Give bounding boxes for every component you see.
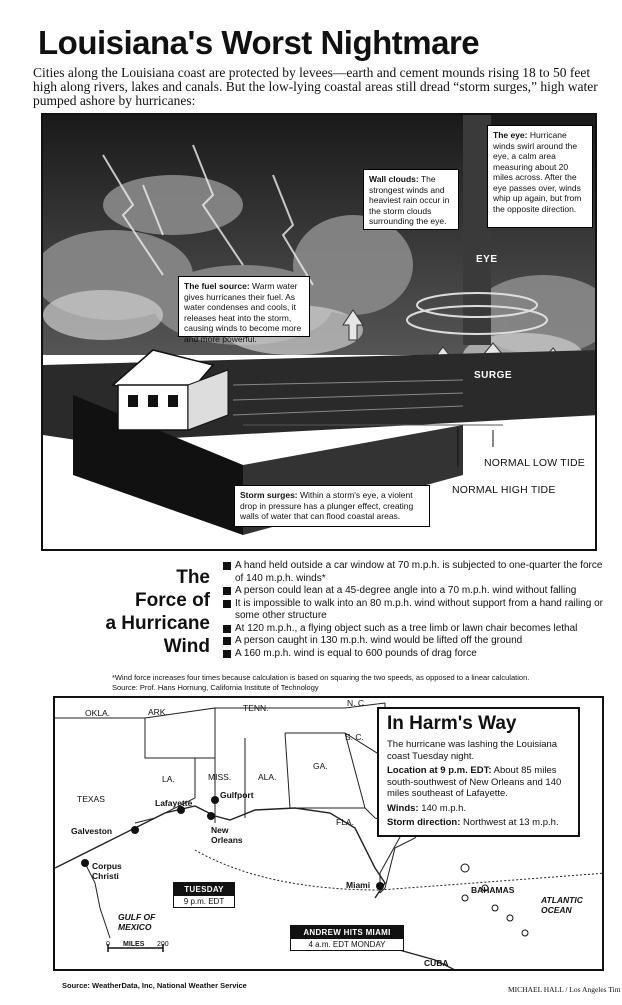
surge-label: SURGE xyxy=(474,370,513,381)
atlantic-ocean-label: ATLANTIC OCEAN xyxy=(541,895,583,915)
state-label: S. C. xyxy=(345,732,364,742)
page-title: Louisiana's Worst Nightmare xyxy=(38,24,480,61)
force-source: Source: Prof. Hans Hornung, California Institute of Technology xyxy=(112,683,319,692)
tuesday-tag-time: 9 p.m. EDT xyxy=(174,896,234,907)
harm-winds xyxy=(387,803,572,815)
state-label: LA. xyxy=(162,774,175,784)
eye-label: EYE xyxy=(476,254,498,265)
wall-clouds-callout xyxy=(363,169,459,230)
force-facts-list xyxy=(223,560,608,660)
city-label: Corpus Christi xyxy=(92,861,122,881)
force-fact: A 160 m.p.h. wind is equal to 600 pounds of drag force xyxy=(223,648,608,661)
harm-location xyxy=(387,765,572,800)
state-label: ARK. xyxy=(148,707,168,717)
force-fact: A person could lean at a 45-degree angle into a 70 m.p.h. wind without falling xyxy=(223,585,608,598)
scale-zero: 0 xyxy=(106,941,110,948)
state-label: FLA. xyxy=(336,817,354,827)
artist-credit: MICHAEL HALL / Los Angeles Tim xyxy=(508,985,621,994)
storm-surges-heading: Storm surges: xyxy=(240,490,298,500)
force-title-line-3: a Hurricane xyxy=(105,613,210,634)
state-label: TENN. xyxy=(243,703,269,713)
harm-winds-text: 140 m.p.h. xyxy=(418,802,467,814)
storm-surges-callout xyxy=(234,485,430,527)
force-fact: At 120 m.p.h., a flying object such as a tree limb or lawn chair becomes lethal xyxy=(223,623,608,636)
harm-location-head: Location at 9 p.m. EDT: xyxy=(387,765,492,776)
force-footnote: *Wind force increases four times because calculation is based on squaring the two speeds, as opposed to a linear calculation. xyxy=(112,673,530,682)
city-label: Miami xyxy=(346,880,371,890)
tuesday-position-tag xyxy=(173,882,235,908)
map-source: Source: WeatherData, Inc, National Weather Service xyxy=(62,981,247,990)
city-label: Galveston xyxy=(71,826,113,836)
city-label: Lafayette xyxy=(155,798,193,808)
normal-high-tide-label: NORMAL HIGH TIDE xyxy=(452,484,556,496)
state-label: GA. xyxy=(313,761,328,771)
force-fact: A hand held outside a car window at 70 m.p.h. is subjected to one-quarter the force of 140 m.p.h. winds* xyxy=(223,560,608,585)
force-section-title xyxy=(105,566,210,658)
force-fact: A person caught in 130 m.p.h. wind would be lifted off the ground xyxy=(223,635,608,648)
fuel-source-callout xyxy=(178,276,310,344)
state-label: MISS. xyxy=(208,772,232,782)
in-harms-way-title: In Harm's Way xyxy=(387,713,517,734)
scale-max: 200 xyxy=(157,941,169,948)
force-title-line-4: Wind xyxy=(163,636,210,657)
scale-unit: MILES xyxy=(123,941,145,948)
force-title-line-2: Force of xyxy=(135,590,210,611)
force-title-line-1: The xyxy=(176,567,210,588)
eye-callout xyxy=(487,125,593,228)
harm-direction-head: Storm direction: xyxy=(387,817,461,828)
state-label: OKLA. xyxy=(85,708,111,718)
state-label: N. C. xyxy=(347,698,367,708)
cuba-label: CUBA xyxy=(424,958,449,968)
wall-clouds-heading: Wall clouds: xyxy=(369,174,419,184)
bahamas-label: BAHAMAS xyxy=(471,885,515,895)
gulf-of-mexico-label: GULF OF MEXICO xyxy=(118,912,156,932)
in-harms-way-box xyxy=(377,707,580,837)
city-label: New Orleans xyxy=(211,825,243,845)
city-label: Gulfport xyxy=(220,790,254,800)
miami-tag-title: ANDREW HITS MIAMI xyxy=(291,926,403,939)
eye-callout-heading: The eye: xyxy=(493,130,528,140)
fuel-source-text: Warm water gives hurricanes their fuel. As water condenses and cools, it releases heat into the storm, causing winds to become more and more powerful. xyxy=(184,281,302,344)
tuesday-tag-title: TUESDAY xyxy=(174,883,234,896)
eye-callout-text: Hurricane winds swirl around the eye, a calm area measuring about 20 miles across. After the eye passes over, winds whip up again, but from the opposite direction. xyxy=(493,130,582,214)
hurricane-illustration xyxy=(41,113,597,551)
storm-surges-text: Within a storm's eye, a violent drop in pressure has a plunger effect, creating walls of water that can flood coastal areas. xyxy=(240,490,414,521)
force-fact: It is impossible to walk into an 80 m.p.h. wind without support from a hand railing or some other structure xyxy=(223,598,608,623)
harm-direction-text: Northwest at 13 m.p.h. xyxy=(460,817,559,828)
harm-winds-head: Winds: xyxy=(387,802,419,814)
state-label: ALA. xyxy=(258,772,277,782)
intro-text: Cities along the Louisiana coast are protected by levees—earth and cement mounds rising 18 to 50 feet high along rivers, lakes and canals. But the low-lying coastal areas still dread “storm surges,” high water pumped ashore by hurricanes: xyxy=(33,65,598,108)
state-label: TEXAS xyxy=(77,794,105,804)
normal-low-tide-label: NORMAL LOW TIDE xyxy=(484,457,586,469)
harm-lead: The hurricane was lashing the Louisiana coast Tuesday night. xyxy=(387,739,558,762)
miami-tag-time: 4 a.m. EDT MONDAY xyxy=(291,939,403,950)
wall-clouds-text: The strongest winds and heaviest rain occur in the storm clouds surrounding the eye. xyxy=(369,174,450,226)
andrew-hits-miami-tag xyxy=(290,925,404,951)
harm-location-text: About 85 miles south-southwest of New Orleans and 140 miles southeast of Lafayette. xyxy=(387,765,562,799)
harm-direction xyxy=(387,817,572,829)
fuel-source-heading: The fuel source: xyxy=(184,281,250,291)
